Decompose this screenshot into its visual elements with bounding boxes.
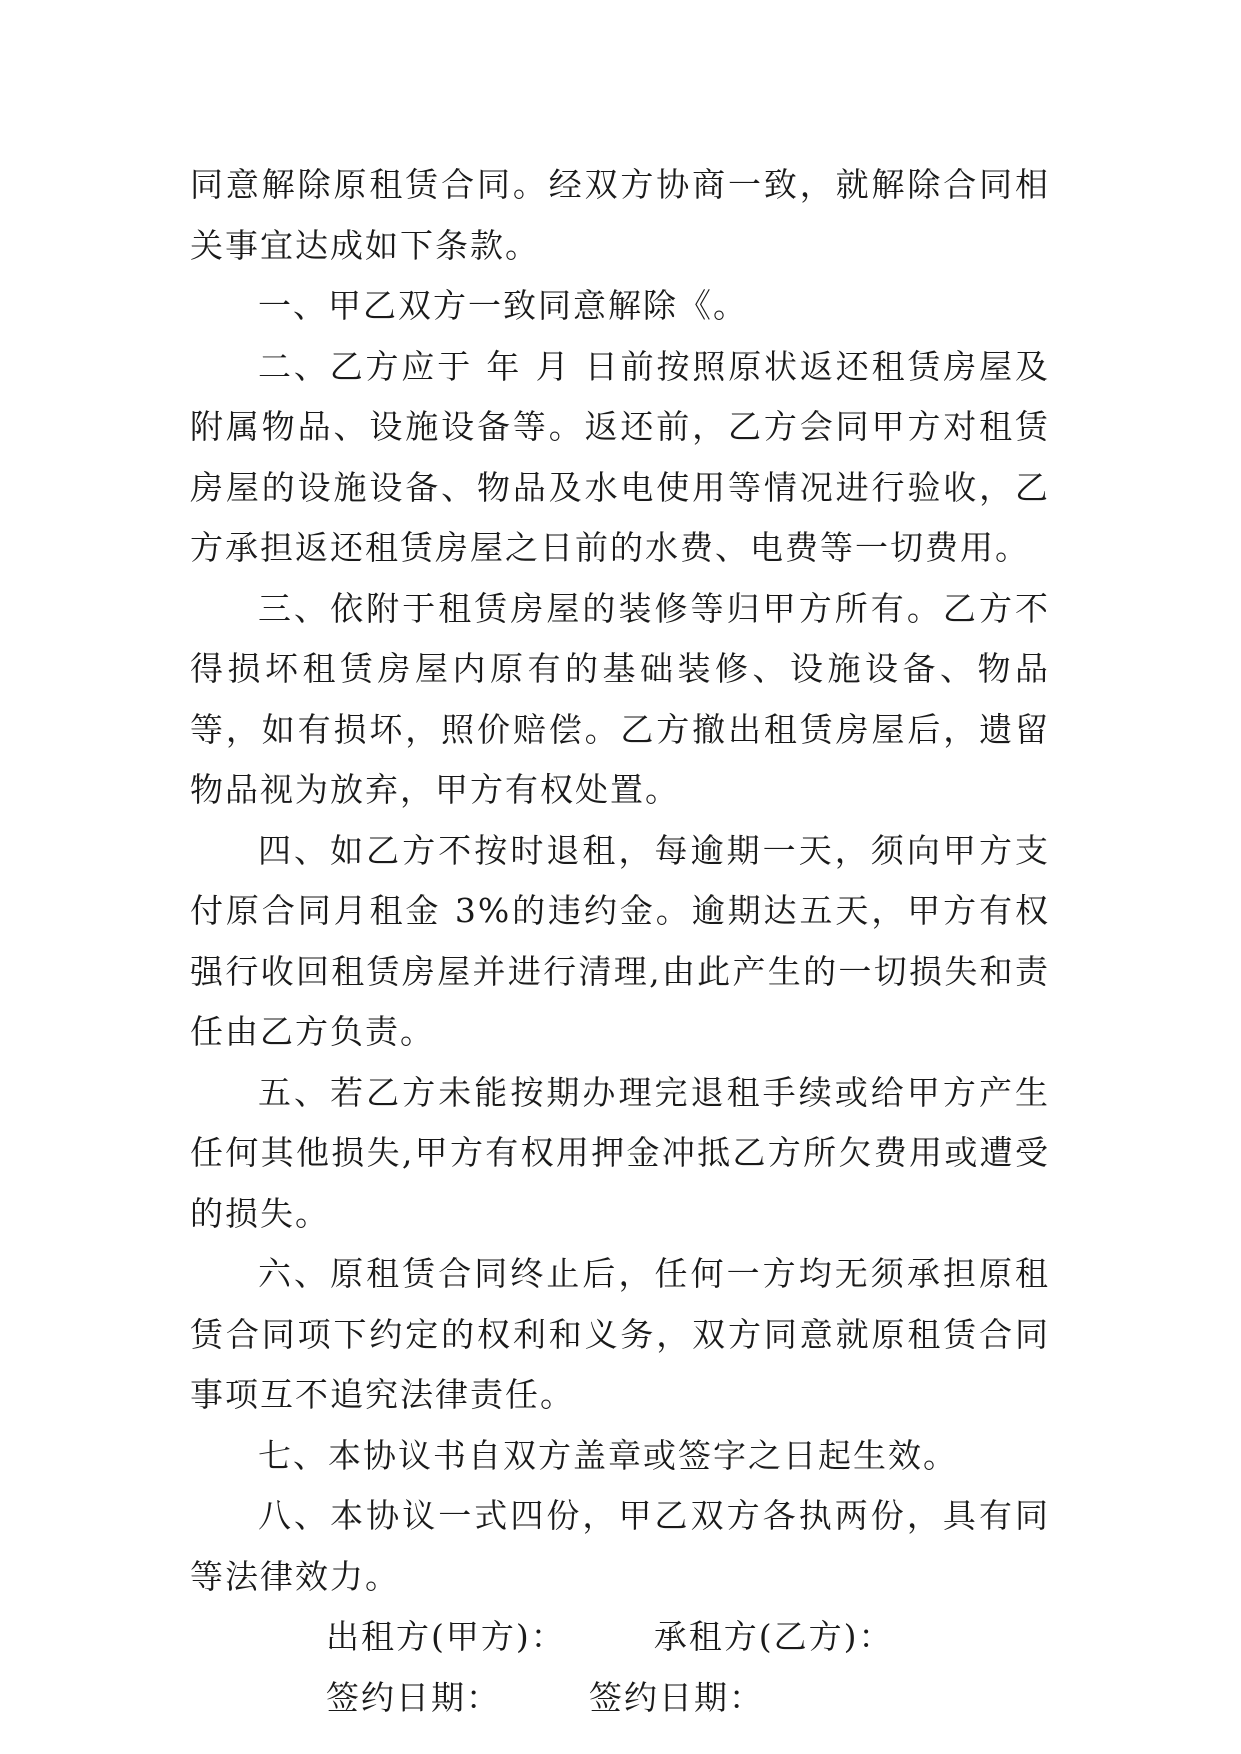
lessor-signature-label: 出租方(甲方)： (326, 1617, 566, 1656)
lessor-date-label: 签约日期： (326, 1677, 501, 1717)
signature-parties-row (190, 1607, 1050, 1668)
signature-dates-row (190, 1668, 1050, 1729)
intro-paragraph: 同意解除原租赁合同。经双方协商一致，就解除合同相关事宜达成如下条款。 (190, 165, 1050, 265)
lessee-signature-label: 承租方(乙方)： (653, 1617, 894, 1656)
clause-6: 六、原租赁合同终止后，任何一方均无须承担原租赁合同项下约定的权利和义务，双方同意就原租赁合同事项互不追究法律责任。 (190, 1254, 1050, 1414)
clause-2: 二、乙方应于 年 月 日前按照原状返还租赁房屋及附属物品、设施设备等。返还前，乙方会同甲方对租赁房屋的设施设备、物品及水电使用等情况进行验收，乙方承担返还租赁房屋之日前的水费、电费等一切费用。 (190, 346, 1050, 567)
clause-8: 八、本协议一式四份，甲乙双方各执两份，具有同等法律效力。 (190, 1496, 1050, 1596)
clause-4: 四、如乙方不按时退租，每逾期一天，须向甲方支付原合同月租金 3%的违约金。逾期达五天，甲方有权强行收回租赁房屋并进行清理,由此产生的一切损失和责任由乙方负责。 (190, 830, 1050, 1051)
document-body (190, 155, 1050, 1728)
lessee-date-label: 签约日期： (589, 1677, 764, 1717)
clause-5: 五、若乙方未能按期办理完退租手续或给甲方产生任何其他损失,甲方有权用押金冲抵乙方所欠费用或遭受的损失。 (190, 1072, 1050, 1233)
clause-3: 三、依附于租赁房屋的装修等归甲方所有。乙方不得损坏租赁房屋内原有的基础装修、设施设备、物品等，如有损坏，照价赔偿。乙方撤出租赁房屋后，遗留物品视为放弃，甲方有权处置。 (190, 588, 1050, 809)
clause-7: 七、本协议书自双方盖章或签字之日起生效。 (258, 1435, 958, 1475)
clause-1: 一、甲乙双方一致同意解除《。 (258, 286, 748, 325)
